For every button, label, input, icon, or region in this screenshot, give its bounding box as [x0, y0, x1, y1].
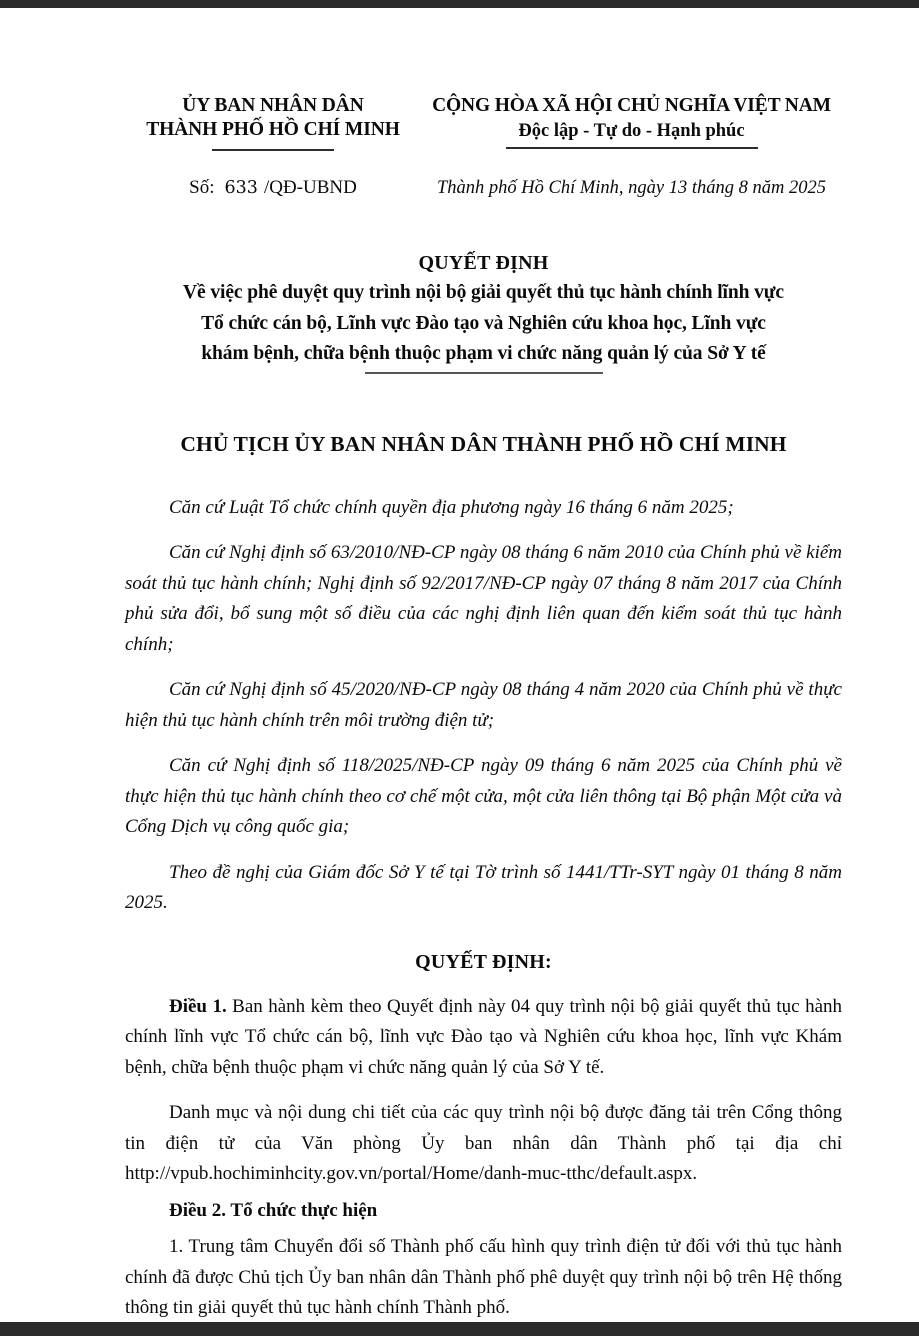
spacer [125, 977, 842, 992]
preamble-block [125, 493, 842, 919]
issuing-agency-block [125, 94, 421, 151]
preamble-paragraph: Theo đề nghị của Giám đốc Sở Y tế tại Tờ trình số 1441/TTr-SYT ngày 01 tháng 8 năm 2025. [125, 861, 842, 913]
spacer [125, 1083, 842, 1098]
viewer-top-bar [0, 0, 919, 8]
agency-line-1: ỦY BAN NHÂN DÂN [182, 95, 364, 116]
title-divider [365, 372, 603, 374]
article-1-paragraph [125, 992, 842, 1084]
document-content [125, 8, 842, 1324]
document-subheader [125, 175, 842, 201]
article-1-text: Ban hành kèm theo Quyết định này 04 quy trình nội bộ giải quyết thủ tục hành chính lĩnh vực Tổ chức cán bộ, lĩnh vực Đào tạo và Nghiên cứu khoa học, lĩnh vực Khám bệnh, chữa bệnh thuộc phạm vi chức năng quản lý của Sở Y tế. [125, 995, 842, 1078]
authority-heading: CHỦ TỊCH ỦY BAN NHÂN DÂN THÀNH PHỐ HỒ CHÍ MINH [180, 431, 787, 456]
title-subline-1: Về việc phê duyệt quy trình nội bộ giải quyết thủ tục hành chính lĩnh vực [183, 282, 784, 303]
article-1-paragraph-2: Danh mục và nội dung chi tiết của các quy trình nội bộ được đăng tải trên Cổng thông tin điện tử của Văn phòng Ủy ban nhân dân Thành phố tại địa chỉ http://vpub.hochiminhcity.gov.vn/portal/Home/danh-muc-tthc/default.aspx. [125, 1102, 842, 1184]
preamble-paragraph: Căn cứ Luật Tổ chức chính quyền địa phương ngày 16 tháng 6 năm 2025; [169, 496, 734, 518]
preamble-paragraph: Căn cứ Nghị định số 45/2020/NĐ-CP ngày 08 tháng 4 năm 2020 của Chính phủ về thực hiện thủ tục hành chính trên môi trường điện tử; [125, 679, 842, 731]
preamble-paragraph: Căn cứ Nghị định số 118/2025/NĐ-CP ngày 09 tháng 6 năm 2025 của Chính phủ về thực hiện thủ tục hành chính theo cơ chế một cửa, một cửa liên thông tại Bộ phận Một cửa và Cổng Dịch vụ công quốc gia; [125, 755, 842, 837]
agency-line-2: THÀNH PHỐ HỒ CHÍ MINH [146, 119, 400, 140]
spacer [125, 736, 842, 751]
decide-heading: QUYẾT ĐỊNH: [415, 950, 552, 973]
spacer [125, 523, 842, 538]
document-header [125, 8, 842, 151]
spacer [125, 843, 842, 858]
spacer [125, 660, 842, 675]
article-2-item-1: 1. Trung tâm Chuyển đổi số Thành phố cấu hình quy trình điện tử đối với thủ tục hành chính đã được Chủ tịch Ủy ban nhân dân Thành phố phê duyệt quy trình nội bộ trên Hệ thống thông tin giải quyết thủ tục hành chính Thành phố. [125, 1236, 842, 1318]
article-1-label: Điều 1. [169, 995, 227, 1017]
article-2-heading: Điều 2. Tổ chức thực hiện [169, 1199, 378, 1221]
nation-line-2: Độc lập - Tự do - Hạnh phúc [518, 121, 745, 141]
national-motto-block [421, 94, 842, 149]
document-number [125, 175, 421, 201]
number-suffix: /QĐ-UBND [263, 177, 357, 198]
place-and-date: Thành phố Hồ Chí Minh, ngày 13 tháng 8 năm 2025 [436, 178, 826, 198]
document-page [0, 8, 919, 1322]
nation-line-1: CỘNG HÒA XÃ HỘI CHỦ NGHĨA VIỆT NAM [432, 95, 831, 116]
agency-divider [212, 149, 334, 151]
number-label: Số: [189, 177, 215, 198]
document-title-block [125, 248, 842, 374]
title-subline-3: khám bệnh, chữa bệnh thuộc phạm vi chức năng quản lý của Sở Y tế [201, 343, 766, 364]
page-title: QUYẾT ĐỊNH [418, 252, 549, 274]
title-subline-2: Tổ chức cán bộ, Lĩnh vực Đào tạo và Nghiên cứu khoa học, Lĩnh vực [201, 312, 766, 334]
preamble-paragraph: Căn cứ Nghị định số 63/2010/NĐ-CP ngày 08 tháng 6 năm 2010 của Chính phủ về kiểm soát thủ tục hành chính; Nghị định số 92/2017/NĐ-CP ngày 07 tháng 8 năm 2017 của Chính phủ sửa đổi, bổ sung một số điều của các nghị định liên quan đến kiểm soát thủ tục hành chính; [125, 542, 842, 655]
viewer-bottom-bar [0, 1322, 919, 1336]
motto-divider [506, 147, 758, 149]
number-value: 633 [224, 178, 258, 198]
